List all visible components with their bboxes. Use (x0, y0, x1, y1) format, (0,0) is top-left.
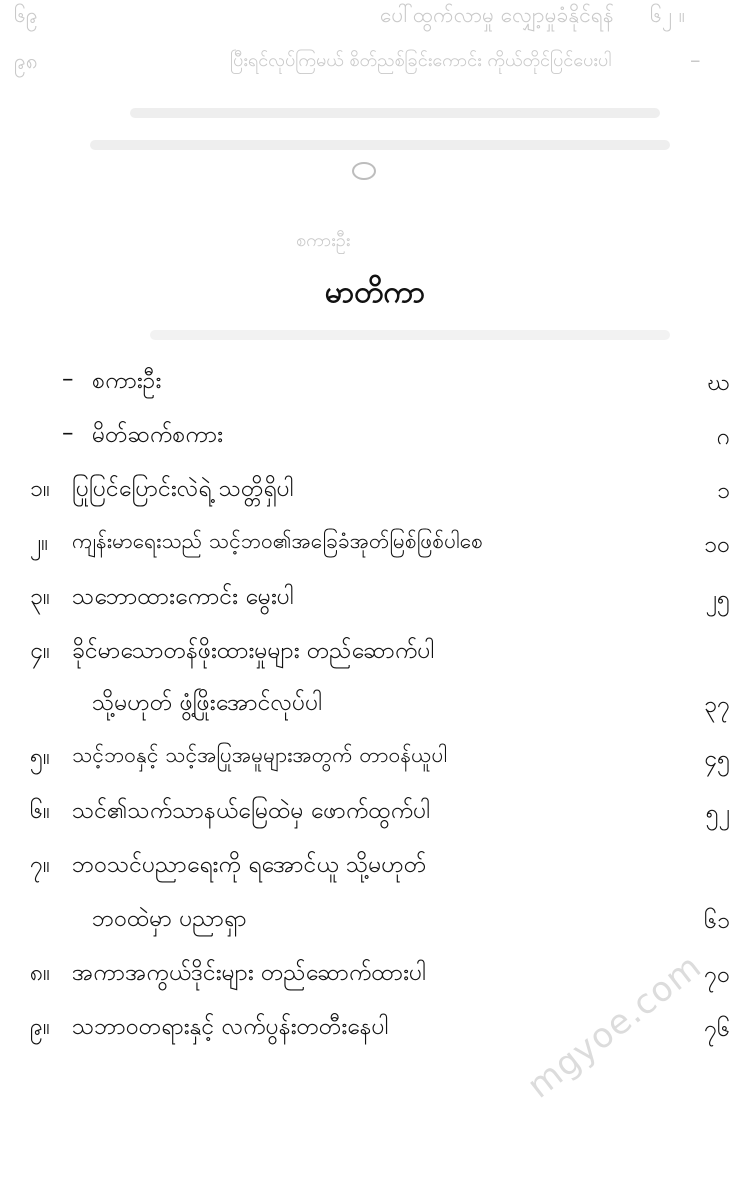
bleed-ghost-line (130, 108, 660, 118)
watermark: mgyoe.com (520, 946, 710, 1107)
toc-entry-title: ကျန်းမာရေးသည် သင့်ဘဝ၏အခြေခံအုတ်မြစ်ဖြစ်ပါစေ (72, 529, 483, 553)
bleed-line2-left: ၉၈ (14, 49, 38, 73)
bleed-line1-center: ပေါ်ထွက်လာမှု လျှော့မှုခံနိုင်ရန် (380, 3, 614, 27)
toc-entry-title: စကားဦး (92, 368, 162, 394)
toc-entry[interactable] (0, 842, 750, 898)
toc-entry-title: မိတ်ဆက်စကား (92, 422, 224, 448)
toc-entry-page: ၇၆ (704, 1016, 730, 1042)
toc-entry-page: ၃၇ (704, 692, 730, 718)
toc-entry-number: ၈။ (30, 960, 51, 986)
toc-entry-number: ၆။ (30, 798, 50, 824)
toc-entry-continuation[interactable] (0, 680, 750, 736)
bleed-ghost-line (90, 140, 670, 150)
toc-entry-title: ခိုင်မာသောတန်ဖိုးထားမှုများ တည်ဆောက်ပါ (72, 638, 435, 664)
toc-entry-page: ၁ (717, 478, 730, 504)
page-title: မာတိကာ (324, 275, 426, 310)
toc-entry-title: သဘောထားကောင်း မွေးပါ (72, 584, 294, 610)
toc-entry-page: ၄၅ (704, 746, 730, 772)
toc-entry[interactable] (0, 628, 750, 684)
bleed-line1-left: ၆၉ (14, 3, 38, 27)
bleed-mid-fragment: စကားဦး (296, 230, 351, 251)
toc-entry-title: ဘဝထဲမှာ ပညာရှာ (92, 906, 247, 932)
ornament-circle (352, 162, 376, 180)
toc-entry-number: ၇။ (30, 852, 50, 878)
bleed-ghost-line (150, 330, 670, 340)
toc-entry[interactable] (0, 412, 750, 468)
toc-entry-title: ပြုပြင်ပြောင်းလဲရဲ့ သတ္တိရှိပါ (72, 476, 294, 502)
toc-entry-title: သင့်ဘဝနှင့် သင့်အပြုအမူများအတွက် တာဝန်ယူပါ (72, 743, 448, 767)
toc-entry-page: ၂၅ (705, 586, 730, 612)
toc-entry-number: ၁။ (30, 476, 50, 502)
toc-entry-page: ဂ (716, 424, 730, 450)
toc-entry-number: ၉။ (30, 1014, 50, 1040)
toc-entry-number: ၂။ (30, 530, 49, 556)
bleed-line2-center: ပြီးရင်လုပ်ကြမယ် စိတ်ညစ်ခြင်းကောင်း ကိုယ်တိုင်ပြင်ပေးပါ (230, 50, 612, 71)
bleed-line2-right: – (690, 48, 701, 72)
toc-entry-title: ဘဝသင်ပညာရေးကို ရအောင်ယူ သို့မဟုတ် (72, 852, 427, 878)
toc-entry[interactable] (0, 520, 750, 576)
toc-entry[interactable] (0, 788, 750, 844)
toc-entry-title: သို့မဟုတ် ဖွံ့ဖြိုးအောင်လုပ်ပါ (92, 690, 323, 716)
toc-entry-continuation[interactable] (0, 896, 750, 952)
toc-entry-title: သင်၏သက်သာနယ်မြေထဲမှ ဖောက်ထွက်ပါ (72, 798, 431, 824)
toc-entry-page: ၁၀ (704, 532, 730, 558)
toc-entry[interactable] (0, 466, 750, 522)
toc-entry-page: ၇၀ (704, 962, 730, 988)
toc-entry-number: ၃။ (30, 584, 50, 610)
toc-entry[interactable] (0, 574, 750, 630)
bleed-line1-right: ၆၂ ။ (650, 3, 686, 27)
toc-entry-page: ၆၁ (704, 908, 730, 934)
toc-entry-title: သဘာဝတရားနှင့် လက်ပွန်းတတီးနေပါ (72, 1014, 389, 1040)
toc-entry[interactable] (0, 358, 750, 414)
toc-entry-page: ၅၂ (705, 800, 730, 826)
toc-entry-number: ၅။ (30, 744, 50, 770)
toc-entry-number: ၄။ (30, 638, 50, 664)
toc-entry[interactable] (0, 734, 750, 790)
toc-entry-page: ဃ (707, 370, 730, 396)
toc-entry-title: အကာအကွယ်ဒိုင်းများ တည်ဆောက်ထားပါ (72, 960, 427, 986)
toc-entry-dash: – (62, 420, 74, 446)
toc-entry-dash: – (62, 366, 74, 392)
